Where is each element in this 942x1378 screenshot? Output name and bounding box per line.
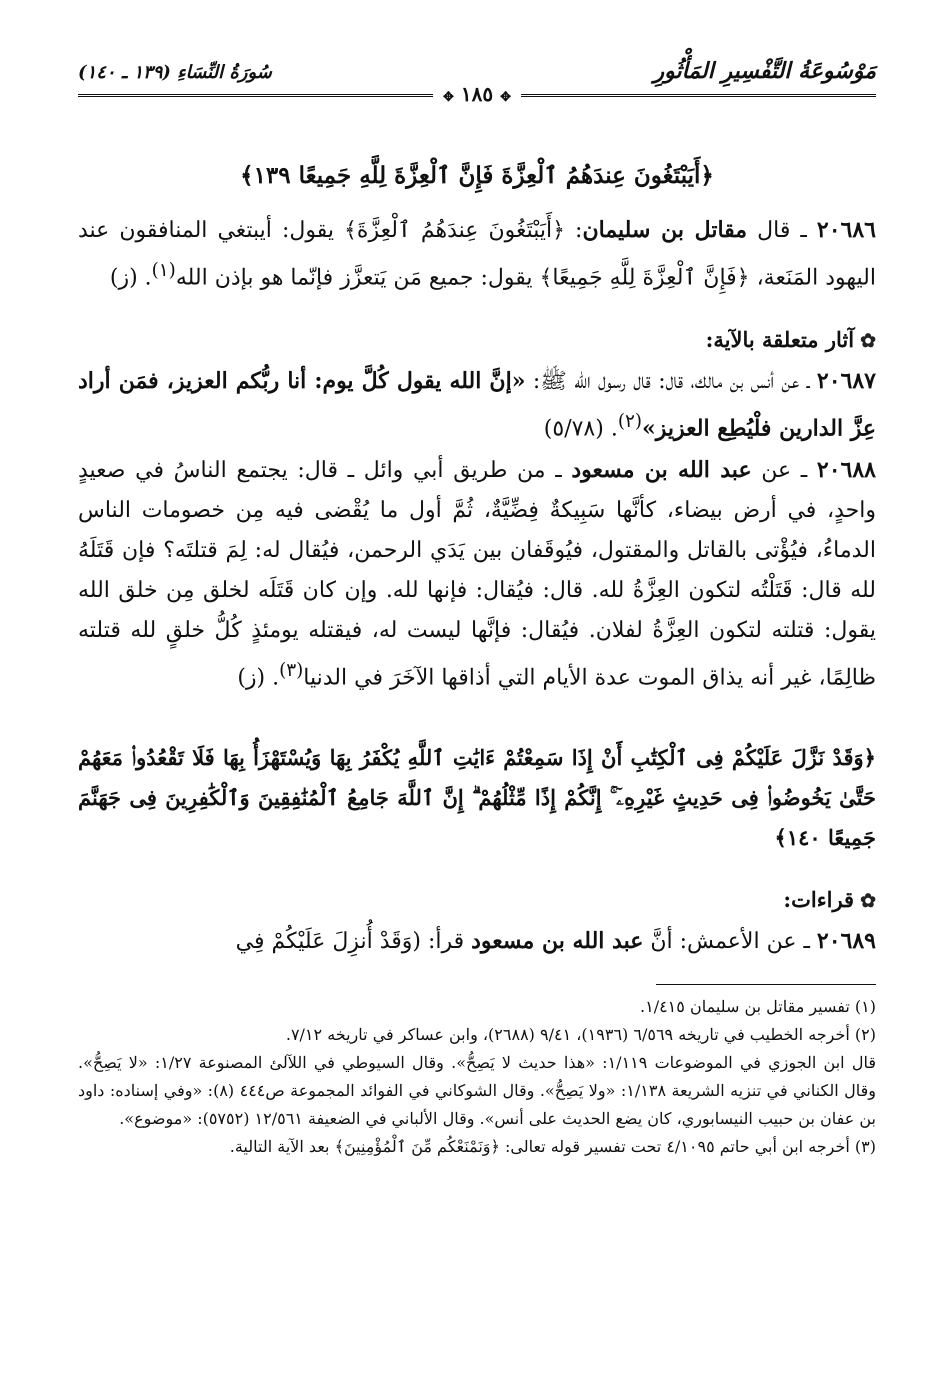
narration-tail: قرأ: (وَقَدْ أُنزِلَ عَلَيْكُمْ فِي bbox=[235, 928, 472, 954]
narration-text: ـ عن أنس بن مالك، قال: قال رسول الله ﷺ: bbox=[525, 369, 817, 395]
narration-number: ٢٠٦٨٧ bbox=[816, 368, 876, 395]
surah-title: سُورَةُ النِّسَاءِ (١٣٩ ـ ١٤٠) bbox=[78, 62, 272, 83]
narration-number: ٢٠٦٨٩ bbox=[816, 927, 876, 954]
page-header bbox=[78, 52, 876, 106]
narration-tail: . (ز) bbox=[237, 664, 280, 690]
page-number-block bbox=[433, 82, 521, 106]
narration-tail: . (ز) bbox=[109, 265, 152, 291]
footnote-1: (١) تفسير مقاتل بن سليمان ١/٤١٥. bbox=[640, 996, 876, 1016]
section-heading-text: قراءات: bbox=[783, 886, 855, 912]
hadith-quote: «إنَّ الله يقول كُلَّ يوم: أنا ربُّكم العزيز، فمَن أراد عِزَّ الدارين فلْيُطِع العزيز» bbox=[78, 368, 876, 442]
page-number: ١٨٥ bbox=[460, 82, 494, 106]
narration-number: ٢٠٦٨٦ bbox=[816, 217, 876, 243]
narrator-name: عبد الله بن مسعود bbox=[471, 927, 644, 954]
narration-20687 bbox=[78, 361, 876, 449]
section-heading-text: آثار متعلقة بالآية: bbox=[705, 327, 855, 353]
narration-lead: ـ قال bbox=[747, 218, 817, 243]
footnote-3: (٣) أخرجه ابن أبي حاتم ٤/١٠٩٥ تحت تفسير قوله تعالى: ﴿وَنَمْنَعْكُم مِّنَ ٱلْمُؤْمِنِينَ﴾ بعد الآية التالية. bbox=[229, 1136, 876, 1156]
narrator-name: عبد الله بن مسعود bbox=[571, 456, 752, 483]
footnote-2-continued: قال ابن الجوزي في الموضوعات ١/١١٩: «هذا حديث لا يَصِحُّ». وقال السيوطي في اللآلئ المصنوعة ١/٢٧: «لا يَصِحُّ». وقال الكناني في تنزيه الشريعة ١/١٣٨: «ولا يَصِحُّ». وقال الشوكاني في الفوائد المجموعة ص٤٤٤ (٨): «وفي إسناده: داود بن عفان بن حبيب النيسابوري، كان يضع الحديث على أنس». وقال الألباني في الضعيفة ١٢/٥٦١ (٥٧٥٢): «موضوع». bbox=[78, 1052, 877, 1128]
footnote-ref: (٢) bbox=[617, 411, 642, 433]
flower-icon: ✿ bbox=[860, 330, 876, 353]
footnote-ref: (٣) bbox=[279, 659, 304, 681]
footnotes bbox=[78, 993, 876, 1161]
narration-text: ـ من طريق أبي وائل ـ قال: يجتمع الناسُ في صعيدٍ واحدٍ، في أرض بيضاء، كأنَّها سَبِيكةٌ فِضِّيَّةٌ، ثُمَّ أول ما يُقْضى فيه مِن خصومات الناس الدماءُ، فيُؤْتى بالقاتل والمقتول، فيُوقَفان بين يَدَي الرحمن، فيُقال له: لِمَ قتلتَه؟ فإن قَتَلَهُ لله قال: قَتَلْتُه لتكون العِزَّةُ لله. قال: فيُقال: فإنها لله. وإن كان قَتَلَه لخلق مِن خلق الله يقول: قتلته لتكون العِزَّةُ لفلان. فيُقال: فإنَّها ليست له، فيقتله يومئذٍ كُلُّ خلقٍ لله قتلته ظالِمًا، غير أنه يذاق الموت عدة الأيام التي أذاقها الآخَرَ في الدنيا bbox=[78, 457, 876, 690]
footnote-2: (٢) أخرجه الخطيب في تاريخه ٦/٥٦٩ (١٩٣٦)، ٩/٤١ (٢٦٨٨)، وابن عساكر في تاريخه ٧/١٢. bbox=[285, 1024, 876, 1044]
footnote-separator bbox=[656, 984, 876, 985]
verse-139: ﴿أَيَبْتَغُونَ عِندَهُمُ ٱلْعِزَّةَ فَإِنَّ ٱلْعِزَّةَ لِلَّهِ جَمِيعًا ١٣٩﴾ bbox=[240, 162, 714, 189]
narration-20688 bbox=[78, 450, 876, 698]
section-heading-athar bbox=[78, 320, 876, 361]
ornament-icon: ✥ bbox=[500, 90, 511, 105]
page bbox=[78, 52, 876, 1342]
footnote-ref: (١) bbox=[151, 260, 176, 281]
narration-20689 bbox=[78, 921, 876, 962]
section-heading-qiraat bbox=[78, 880, 876, 921]
narration-text: ـ عن الأعمش: أنَّ bbox=[643, 928, 817, 954]
narrator-name: مقاتل بن سليمان bbox=[582, 217, 748, 243]
narration-number: ٢٠٦٨٨ bbox=[816, 456, 876, 483]
narration-tail: . (٥/٧٨) bbox=[543, 416, 618, 442]
narration-20686 bbox=[78, 210, 876, 298]
ornament-icon: ✥ bbox=[443, 90, 454, 105]
narration-lead: ـ عن bbox=[751, 457, 817, 483]
book-title: مَوْسُوعَةُ التَّفْسِيرِ المَأْثُورِ bbox=[653, 58, 876, 84]
narration-text: : ﴿أَيَبْتَغُونَ عِندَهُمُ ٱلْعِزَّةَ﴾ يقول: أيبتغي المنافقون عند اليهود المَنَعة، ﴿فَإِنَّ ٱلْعِزَّةَ لِلَّهِ جَمِيعًا﴾ يقول: جميع مَن يَتعزَّز فإنّما هو بإذن الله bbox=[78, 218, 876, 291]
flower-icon: ✿ bbox=[860, 889, 876, 912]
verse-140: ﴿وَقَدْ نَزَّلَ عَلَيْكُمْ فِى ٱلْكِتَٰبِ أَنْ إِذَا سَمِعْتُمْ ءَايَٰتِ ٱللَّهِ يُكْفَرُ بِهَا وَيُسْتَهْزَأُ بِهَا فَلَا تَقْعُدُوا۟ مَعَهُمْ حَتَّىٰ يَخُوضُوا۟ فِى حَدِيثٍ غَيْرِهِۦٓ ۚ إِنَّكُمْ إِذًا مِّثْلُهُمْ ۗ إِنَّ ٱللَّهَ جَامِعُ ٱلْمُنَٰفِقِينَ وَٱلْكَٰفِرِينَ فِى جَهَنَّمَ جَمِيعًا ١٤٠﴾ bbox=[78, 744, 876, 850]
